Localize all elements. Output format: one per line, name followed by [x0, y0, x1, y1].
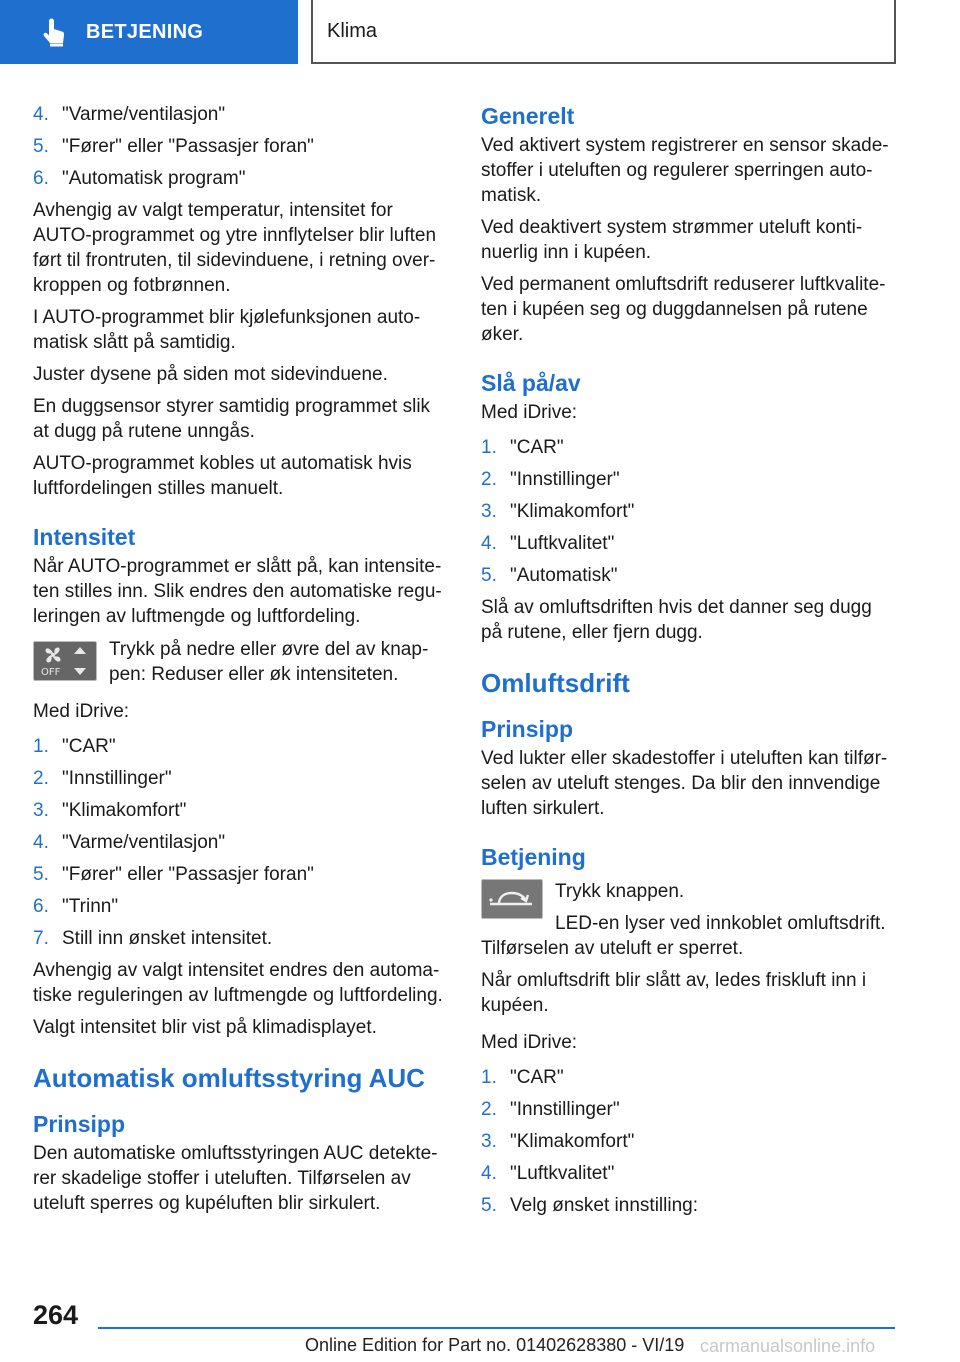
list-text: "Klimakomfort" — [62, 800, 187, 821]
page-number: 264 — [33, 1300, 79, 1330]
list-item — [481, 531, 893, 556]
list-text: Still inn ønsket intensitet. — [62, 928, 273, 949]
list-text: "Luftkvalitet" — [510, 1163, 615, 1184]
heading-intensitet: Intensitet — [33, 524, 136, 550]
section-label: BETJENING — [86, 20, 204, 43]
list-text: "CAR" — [510, 437, 564, 458]
list-item — [481, 499, 893, 524]
list-settings-b — [33, 734, 448, 951]
idrive-label: Med iDrive: — [481, 402, 578, 423]
list-number: 4. — [33, 832, 49, 853]
paragraph: Når omluftsdrift blir slått av, ledes friskluft inn i kupéen. — [481, 970, 867, 1016]
list-text: "Automatisk program" — [62, 168, 246, 189]
icon-caption: Trykk på nedre eller øvre del av knappen: Reduser eller øk intensiteten. — [109, 639, 429, 685]
triangle-down-icon — [74, 668, 86, 675]
idrive-label: Med iDrive: — [481, 1032, 578, 1053]
list-number: 7. — [33, 928, 49, 949]
footer-divider — [98, 1327, 895, 1329]
paragraph: Ved lukter eller skadestoffer i uteluften kan tilførselen av uteluft stenges. Da blir den innvendige luften sirkulert. — [481, 748, 888, 819]
list-item — [481, 467, 893, 492]
paragraph: Avhengig av valgt intensitet endres den automatiske reguleringen av luftmengde og luftfordeling. — [33, 960, 443, 1006]
list-text: "Varme/ventilasjon" — [62, 832, 226, 853]
paragraph: Tilførselen av uteluft er sperret. — [481, 938, 744, 959]
list-item — [33, 926, 448, 951]
paragraph: Ved aktivert system registrerer en sensor skadestoffer i uteluften og regulerer sperringen automatisk. — [481, 135, 889, 206]
left-column — [33, 102, 448, 1223]
watermark: carmanualsonline.info — [700, 1336, 876, 1356]
recirculation-icon — [490, 893, 532, 904]
heading-prinsipp: Prinsipp — [33, 1111, 126, 1137]
list-text: "Luftkvalitet" — [510, 533, 615, 554]
recirculation-button-instruction — [481, 879, 893, 936]
list-number: 3. — [481, 1131, 497, 1152]
paragraph: Slå av omluftsdriften hvis det danner seg dugg på rutene, eller fjern dugg. — [481, 597, 872, 643]
list-text: "Innstillinger" — [510, 1099, 620, 1120]
list-number: 4. — [33, 104, 49, 125]
paragraph: Den automatiske omluftsstyringen AUC detekterer skadelige stoffer i uteluften. Tilførselen av uteluft sperres og kupéluften blir sirkulert. — [33, 1143, 438, 1214]
list-text: "Automatisk" — [510, 565, 618, 586]
list-item — [481, 1161, 893, 1186]
list-number: 6. — [33, 168, 49, 189]
fan-button-instruction — [33, 637, 448, 687]
list-number: 1. — [481, 437, 497, 458]
list-text: "CAR" — [510, 1067, 564, 1088]
heading-generelt: Generelt — [481, 103, 575, 129]
paragraph: AUTO-programmet kobles ut automatisk hvis luftfordelingen stilles manuelt. — [33, 453, 412, 499]
triangle-up-icon — [74, 647, 86, 654]
heading-slaa-paa-av: Slå på/av — [481, 370, 581, 396]
list-item — [33, 830, 448, 855]
list-item — [481, 1097, 893, 1122]
list-number: 1. — [33, 736, 49, 757]
heading-auc: Automatisk omluftsstyring AUC — [33, 1063, 425, 1093]
fan-intensity-button-icon — [33, 641, 97, 681]
icon-caption-line: Trykk knappen. — [555, 881, 685, 902]
list-item — [33, 134, 448, 159]
list-text: "Fører" eller "Passasjer foran" — [62, 136, 314, 157]
list-number: 6. — [33, 896, 49, 917]
list-text: "Varme/ventilasjon" — [62, 104, 226, 125]
paragraph: Avhengig av valgt temperatur, intensitet for AUTO-programmet og ytre innflytelser blir luften ført til frontruten, til sidevinduene, i retning overkroppen og fotbrønnen. — [33, 200, 437, 296]
list-number: 5. — [33, 864, 49, 885]
list-text: "Klimakomfort" — [510, 501, 635, 522]
list-settings-a — [33, 102, 448, 191]
list-number: 5. — [481, 565, 497, 586]
list-item — [481, 1129, 893, 1154]
paragraph: Valgt intensitet blir vist på klimadisplayet. — [33, 1017, 377, 1038]
list-text: "Fører" eller "Passasjer foran" — [62, 864, 314, 885]
icon-caption — [555, 879, 886, 936]
edition-note: Online Edition for Part no. 01402628380 - VI/19 — [305, 1335, 685, 1355]
paragraph: I AUTO-programmet blir kjølefunksjonen automatisk slått på samtidig. — [33, 307, 421, 353]
right-column — [481, 102, 893, 1225]
list-number: 2. — [481, 469, 497, 490]
list-number: 3. — [481, 501, 497, 522]
list-settings-d — [481, 1065, 893, 1218]
header-section-tab — [0, 0, 298, 64]
paragraph: Ved deaktivert system strømmer uteluft kontinuerlig inn i kupéen. — [481, 217, 863, 263]
list-item — [33, 798, 448, 823]
paragraph: En duggsensor styrer samtidig programmet slik at dugg på rutene unngås. — [33, 396, 431, 442]
list-item — [33, 766, 448, 791]
heading-omluftsdrift: Omluftsdrift — [481, 668, 630, 698]
icon-caption-line: LED-en lyser ved innkoblet omluftsdrift. — [555, 913, 886, 934]
list-number: 3. — [33, 800, 49, 821]
list-item — [481, 1193, 893, 1218]
list-number: 2. — [481, 1099, 497, 1120]
list-number: 1. — [481, 1067, 497, 1088]
heading-betjening: Betjening — [481, 844, 586, 870]
list-text: Velg ønsket innstilling: — [510, 1195, 698, 1216]
header-chapter-tab — [311, 0, 896, 64]
idrive-label: Med iDrive: — [33, 701, 130, 722]
list-item — [33, 166, 448, 191]
list-item — [33, 894, 448, 919]
led-dot — [489, 898, 492, 901]
paragraph: Når AUTO-programmet er slått på, kan intensiteten stilles inn. Slik endres den automatiske reguleringen av luftmengde og luftfordeling. — [33, 556, 442, 627]
list-number: 5. — [33, 136, 49, 157]
list-item — [481, 563, 893, 588]
chapter-label: Klima — [327, 19, 378, 42]
list-text: "Innstillinger" — [510, 469, 620, 490]
list-number: 4. — [481, 1163, 497, 1184]
list-item — [33, 734, 448, 759]
list-item — [33, 862, 448, 887]
hand-pointer-icon — [40, 17, 68, 47]
list-text: "Trinn" — [62, 896, 119, 917]
list-number: 5. — [481, 1195, 497, 1216]
list-item — [481, 1065, 893, 1090]
list-text: "CAR" — [62, 736, 116, 757]
list-item — [33, 102, 448, 127]
list-item — [481, 435, 893, 460]
paragraph: Ved permanent omluftsdrift reduserer luftkvaliteten i kupéen seg og duggdannelsen på rutene øker. — [481, 274, 886, 345]
list-text: "Klimakomfort" — [510, 1131, 635, 1152]
list-settings-c — [481, 435, 893, 588]
fan-off-label: OFF — [41, 667, 61, 678]
list-text: "Innstillinger" — [62, 768, 172, 789]
list-number: 4. — [481, 533, 497, 554]
recirculation-button-icon — [481, 879, 543, 919]
list-number: 2. — [33, 768, 49, 789]
heading-prinsipp: Prinsipp — [481, 716, 574, 742]
paragraph: Juster dysene på siden mot sidevinduene. — [33, 364, 388, 385]
fan-icon — [46, 648, 61, 663]
